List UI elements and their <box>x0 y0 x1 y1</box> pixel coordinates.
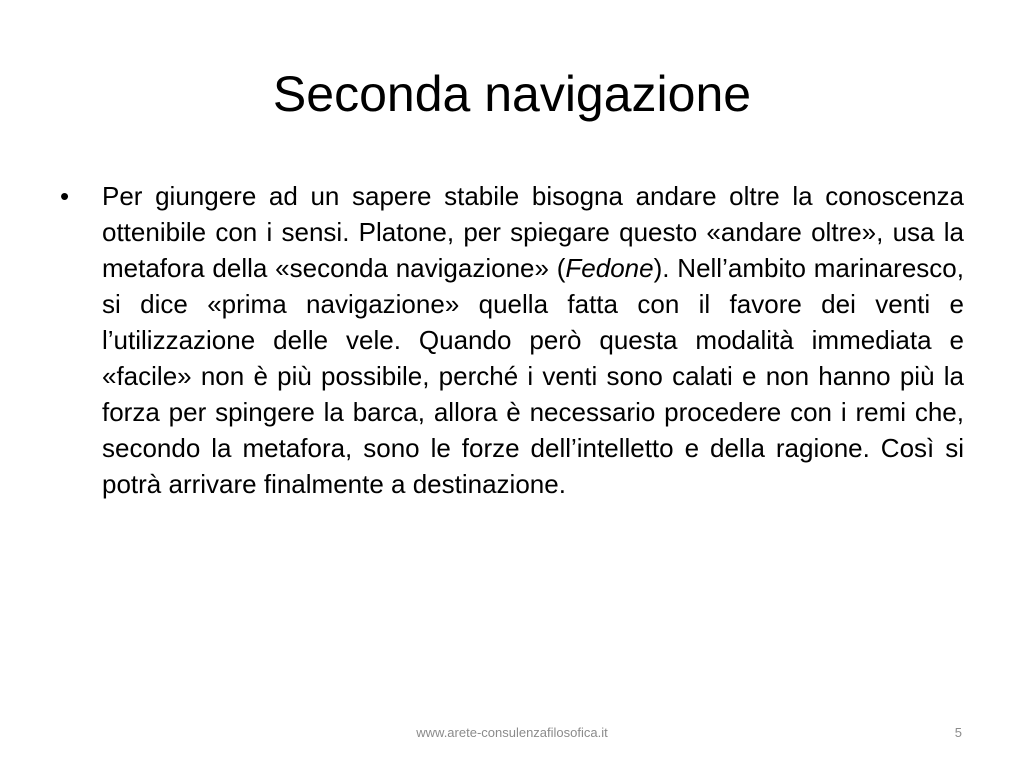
slide-content <box>52 178 964 502</box>
bullet-text-part1: Per giungere ad un sapere stabile bisogna andare oltre la conoscenza ottenibile con i sensi. Platone, per spiegare questo «andare oltre», usa la metafora della «seconda navigazione» ( <box>102 181 964 283</box>
bullet-marker: • <box>60 181 70 211</box>
bullet-text-part2: ). Nell’ambito marinaresco, si dice «prima navigazione» quella fatta con il favore dei venti e l’utilizzazione delle vele. Quando però questa modalità immediata e «facile» non è più possibile, perché i venti sono calati e non hanno più la forza per spingere la barca, allora è necessario procedere con i remi che, secondo la metafora, sono le forze dell’intelletto e della ragione. Così si potrà arrivare finalmente a destinazione. <box>102 253 964 499</box>
bullet-item <box>52 178 964 502</box>
footer-url: www.arete-consulenzafilosofica.it <box>416 725 608 740</box>
slide-number: 5 <box>954 725 962 740</box>
slide-title: Seconda navigazione <box>272 66 752 122</box>
bullet-text-italic: Fedone <box>565 253 654 283</box>
